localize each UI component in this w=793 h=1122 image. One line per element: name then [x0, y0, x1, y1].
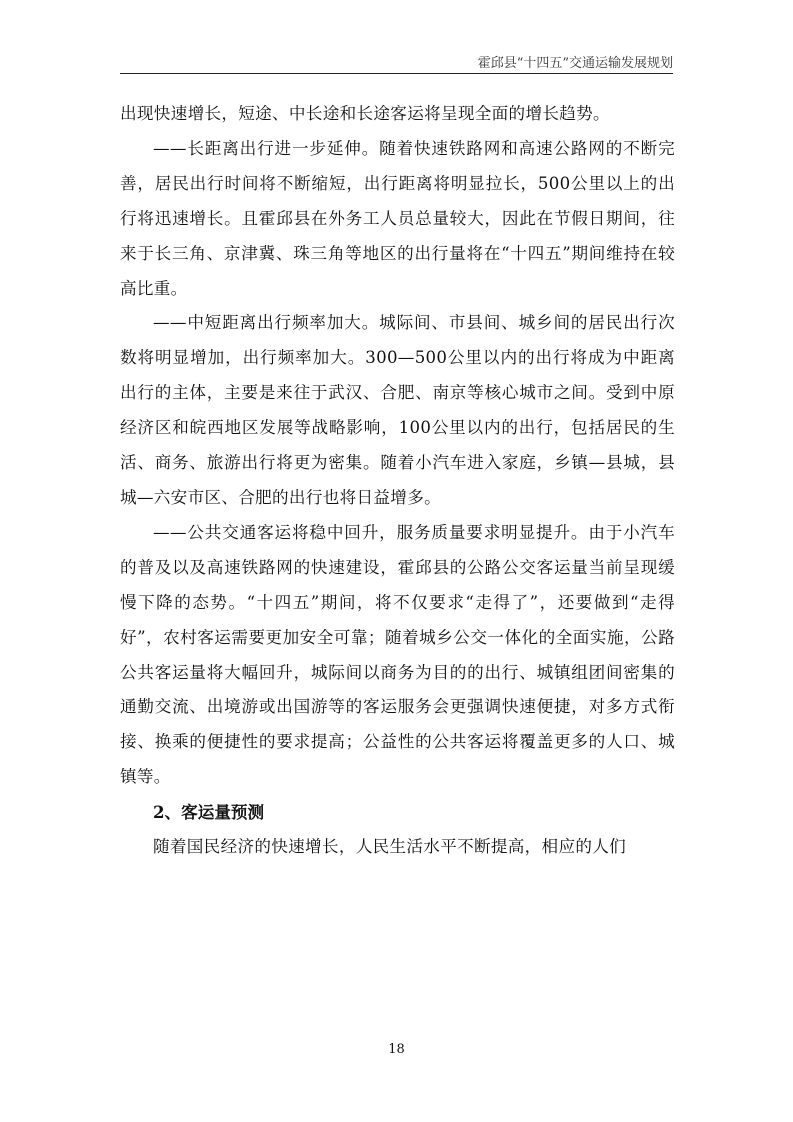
paragraph-forecast-intro: 随着国民经济的快速增长，人民生活水平不断提高，相应的人们: [153, 837, 627, 857]
paragraph-public-transport: ——公共交通客运将稳中回升，服务质量要求明显提升。由于小汽车的普及以及高速铁路网的快速建设，霍邱县的公路公交客运量当前呈现缓慢下降的态势。“十四五”期间，将不仅要求“走得了”，还要做到“走得好”，农村客运需要更加安全可靠；随着城乡公交一体化的全面实施，公路公共客运量将大幅回升，城际间以商务为目的的出行、城镇组团间密集的通勤交流、出境游或出国游等的客运服务会更强调快速便捷，对多方式衔接、换乘的便捷性的要求提高；公益性的公共客运将覆盖更多的人口、城镇等。: [120, 522, 675, 787]
page-body: [120, 97, 675, 865]
paragraph-short-distance: ——中短距离出行频率加大。城际间、市县间、城乡间的居民出行次数将明显增加，出行频率加大。300—500公里以内的出行将成为中距离出行的主体，主要是来往于武汉、合肥、南京等核心城市之间。受到中原经济区和皖西地区发展等战略影响，100公里以内的出行，包括居民的生活、商务、旅游出行将更为密集。随着小汽车进入家庭，乡镇—县城，县城—六安市区、合肥的出行也将日益增多。: [120, 313, 675, 507]
section-heading: 2、客运量预测: [153, 802, 265, 823]
page-number: 18: [388, 1042, 405, 1057]
paragraph-long-distance: ——长距离出行进一步延伸。随着快速铁路网和高速公路网的不断完善，居民出行时间将不断缩短，出行距离将明显拉长，500公里以上的出行将迅速增长。且霍邱县在外务工人员总量较大，因此在节假日期间，往来于长三角、京津冀、珠三角等地区的出行量将在“十四五”期间维持在较高比重。: [120, 138, 675, 298]
running-header: 霍邱县“十四五”交通运输发展规划: [477, 56, 673, 71]
paragraph-continuation: 出现快速增长，短途、中长途和长途客运将呈现全面的增长趋势。: [120, 104, 610, 123]
header-rule: [120, 73, 673, 74]
